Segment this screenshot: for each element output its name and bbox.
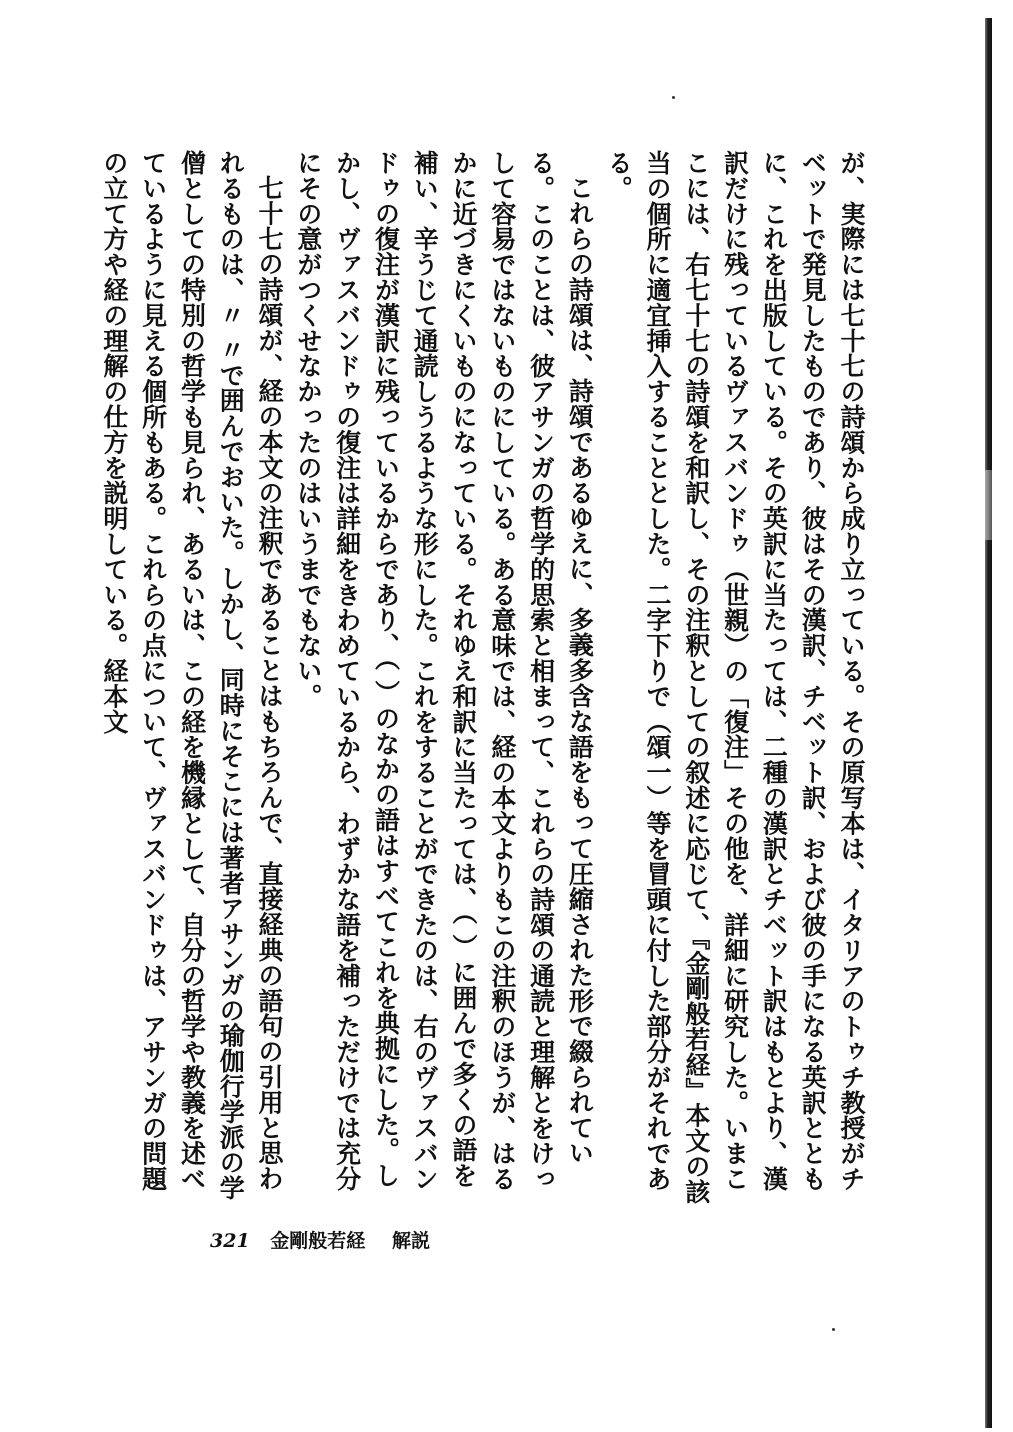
scan-speck (832, 1328, 835, 1331)
binding-edge-gap (985, 470, 992, 540)
page-footer (210, 1226, 430, 1253)
scan-speck (672, 96, 675, 99)
paragraph-1: が、実際には七十七の詩頌から成り立っている。その原写本は、イタリアのトゥチ教授がチベットで発見したものであり、彼はその漢訳、チベット訳、および彼の手になる英訳とともに、これを出版している。その英訳に当たっては、二種の漢訳とチベット訳はもとより、漢訳だけに残っているヴァスバンドゥ（世親）の「復注」その他を、詳細に研究した。いまここには、右七十七の詩頌を和訳し、その注釈としての叙述に応じて、『金剛般若経』本文の該当の個所に適宜挿入することとした。二字下りで（頌一）等を冒頭に付した部分がそれである。 (604, 150, 866, 1205)
running-title: 金剛般若経 (270, 1230, 366, 1252)
binding-edge-shadow (985, 18, 992, 1428)
running-section: 解説 (391, 1230, 430, 1252)
page-number: 321 (210, 1230, 250, 1252)
paragraph-2: これらの詩頌は、詩頌であるゆえに、多義多含な語をもって圧縮された形で綴られている。このことは、彼アサンガの哲学的思索と相まって、これらの詩頌の通読と理解とをけっして容易ではないものにしている。ある意味では、経の本文よりもこの注釈のほうが、はるかに近づきにくいものになっている。それゆえ和訳に当たっては、（ ）に囲んで多くの語を補い、辛うじて通読しうるような形にした。これをすることができたのは、右のヴァスバンドゥの復注が漢訳に残っているからであり、（ ）のなかの語はすべてこれを典拠にした。しかし、ヴァスバンドゥの復注は詳細をきわめているから、わずかな語を補っただけでは充分にその意がつくせなかったのはいうまでもない。 (293, 150, 595, 1192)
body-text (99, 150, 870, 1210)
paragraph-3: 七十七の詩頌が、経の本文の注釈であることはもちろんで、直接経典の語句の引用と思われるものは、〃 〃で囲んでおいた。しかし、同時にそこには著者アサンガの瑜伽行学派の学僧としての特別の哲学も見られ、あるいは、この経を機縁として、自分の哲学や教義を述べているように見える個所もある。これらの点について、ヴァスバンドゥは、アサンガの問題の立て方や経の理解の仕方を説明している。経本文 (99, 150, 285, 1201)
